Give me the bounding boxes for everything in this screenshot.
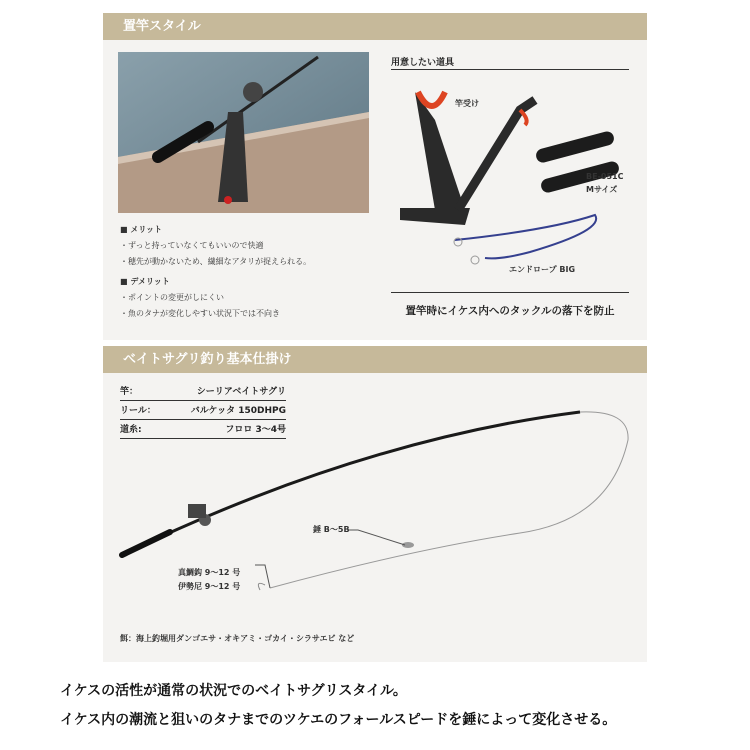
section-header: ベイトサグリ釣り基本仕掛け bbox=[103, 346, 647, 373]
footer-line: イケスの活性が通常の状況でのベイトサグリスタイル。 bbox=[60, 683, 407, 699]
demerit-item: ・ポイントの変更がしにくい bbox=[120, 293, 224, 302]
spec-key: リール： bbox=[120, 406, 156, 416]
belt-label: BE-051C bbox=[586, 172, 624, 181]
spec-key: 竿： bbox=[120, 387, 139, 397]
footer-line: イケス内の潮流と狙いのタナまでのツケエのフォールスピードを錘によって変化させる。 bbox=[60, 712, 617, 728]
divider bbox=[391, 69, 629, 70]
bait-label: 餌：海上釣堀用ダンゴエサ・オキアミ・ゴカイ・シラサエビ など bbox=[120, 634, 355, 643]
merit-title: ■ メリット bbox=[120, 225, 163, 234]
spec-value: シーリアベイトサグリ bbox=[196, 387, 286, 397]
merit-item: ・ずっと持っていなくてもいいので快適 bbox=[120, 241, 264, 250]
spec-key: 道糸: bbox=[120, 425, 142, 435]
tools-caption: 置竿時にイケス内へのタックルの落下を防止 bbox=[405, 305, 615, 317]
sinker-label: 錘 B～5B bbox=[313, 525, 350, 534]
rod-holder-label: 竿受け bbox=[455, 99, 479, 108]
demerit-title: ■ デメリット bbox=[120, 277, 170, 286]
tools-title: 用意したい道具 bbox=[391, 58, 455, 68]
spec-value: バルケッタ 150DHPG bbox=[190, 406, 286, 416]
rod-holder-photo bbox=[118, 52, 369, 213]
demerit-item: ・魚のタナが変化しやすい状況下では不向き bbox=[120, 309, 280, 318]
merit-item: ・穂先が動かないため、繊細なアタリが捉えられる。 bbox=[120, 257, 312, 266]
hook-label: 伊勢尼 9～12 号 bbox=[178, 582, 241, 591]
hook-label: 真鯛鈎 9～12 号 bbox=[178, 568, 241, 577]
rope-label: エンドロープ BIG bbox=[509, 265, 576, 274]
belt-size: Mサイズ bbox=[586, 185, 618, 194]
divider bbox=[391, 292, 629, 293]
section-header: 置竿スタイル bbox=[103, 13, 647, 40]
spec-value: フロロ 3～4号 bbox=[225, 425, 286, 435]
